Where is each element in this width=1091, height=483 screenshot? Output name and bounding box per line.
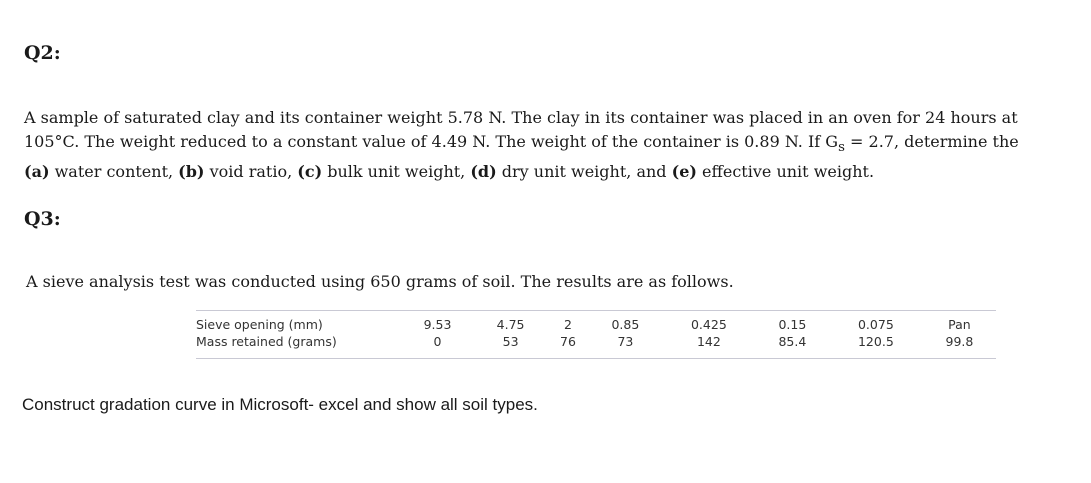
table-cell: 0.85 xyxy=(589,311,662,334)
q3-task-text: Construct gradation curve in Microsoft- excel and show all soil types. xyxy=(22,395,538,414)
table-cell: 142 xyxy=(662,333,756,359)
table-cell: 9.53 xyxy=(401,311,474,334)
table-cell: 73 xyxy=(589,333,662,359)
table-cell: 0.425 xyxy=(662,311,756,334)
table-cell: 99.8 xyxy=(923,333,996,359)
table-cell: 120.5 xyxy=(829,333,923,359)
row-label: Mass retained (grams) xyxy=(196,333,401,359)
table-cell: Pan xyxy=(923,311,996,334)
q2-heading: Q2: xyxy=(24,42,61,64)
row-label: Sieve opening (mm) xyxy=(196,311,401,334)
q2-part-d-text: dry unit weight, and xyxy=(496,162,672,182)
q2-line-1: A sample of saturated clay and its container weight 5.78 N. The clay in its container was placed in an oven for 24 hours at xyxy=(24,108,1018,127)
q2-line-3 xyxy=(24,160,1069,184)
q2-part-c-label: (c) xyxy=(297,162,323,182)
sieve-analysis-table xyxy=(196,310,996,359)
q2-question-text xyxy=(24,106,1069,184)
table-cell: 76 xyxy=(547,333,589,359)
q3-intro-text: A sieve analysis test was conducted using 650 grams of soil. The results are as follows. xyxy=(26,272,734,291)
table-cell: 2 xyxy=(547,311,589,334)
q2-line-2 xyxy=(24,130,1069,160)
table-cell: 0.15 xyxy=(756,311,829,334)
q2-part-d-label: (d) xyxy=(470,162,497,182)
q2-part-a-label: (a) xyxy=(24,162,50,182)
q2-line-2-main: 105°C. The weight reduced to a constant value of 4.49 N. The weight of the container is 0.89 N. If G xyxy=(24,132,839,151)
table-cell: 85.4 xyxy=(756,333,829,359)
table-cell: 0.075 xyxy=(829,311,923,334)
table-row-mass-retained xyxy=(196,333,996,359)
table-cell: 4.75 xyxy=(474,311,547,334)
q2-part-c-text: bulk unit weight, xyxy=(322,162,471,182)
q2-part-b-label: (b) xyxy=(178,162,205,182)
table-row-sieve-opening xyxy=(196,311,996,334)
q2-line-2-subscript: s xyxy=(838,140,845,156)
q2-part-a-text: water content, xyxy=(49,162,179,182)
q2-line-2-tail: = 2.7, determine the xyxy=(844,132,1019,151)
table-cell: 53 xyxy=(474,333,547,359)
q2-part-e-text: effective unit weight. xyxy=(696,162,875,182)
table-cell: 0 xyxy=(401,333,474,359)
q2-part-b-text: void ratio, xyxy=(204,162,298,182)
q3-heading: Q3: xyxy=(24,208,61,230)
q2-part-e-label: (e) xyxy=(671,162,697,182)
